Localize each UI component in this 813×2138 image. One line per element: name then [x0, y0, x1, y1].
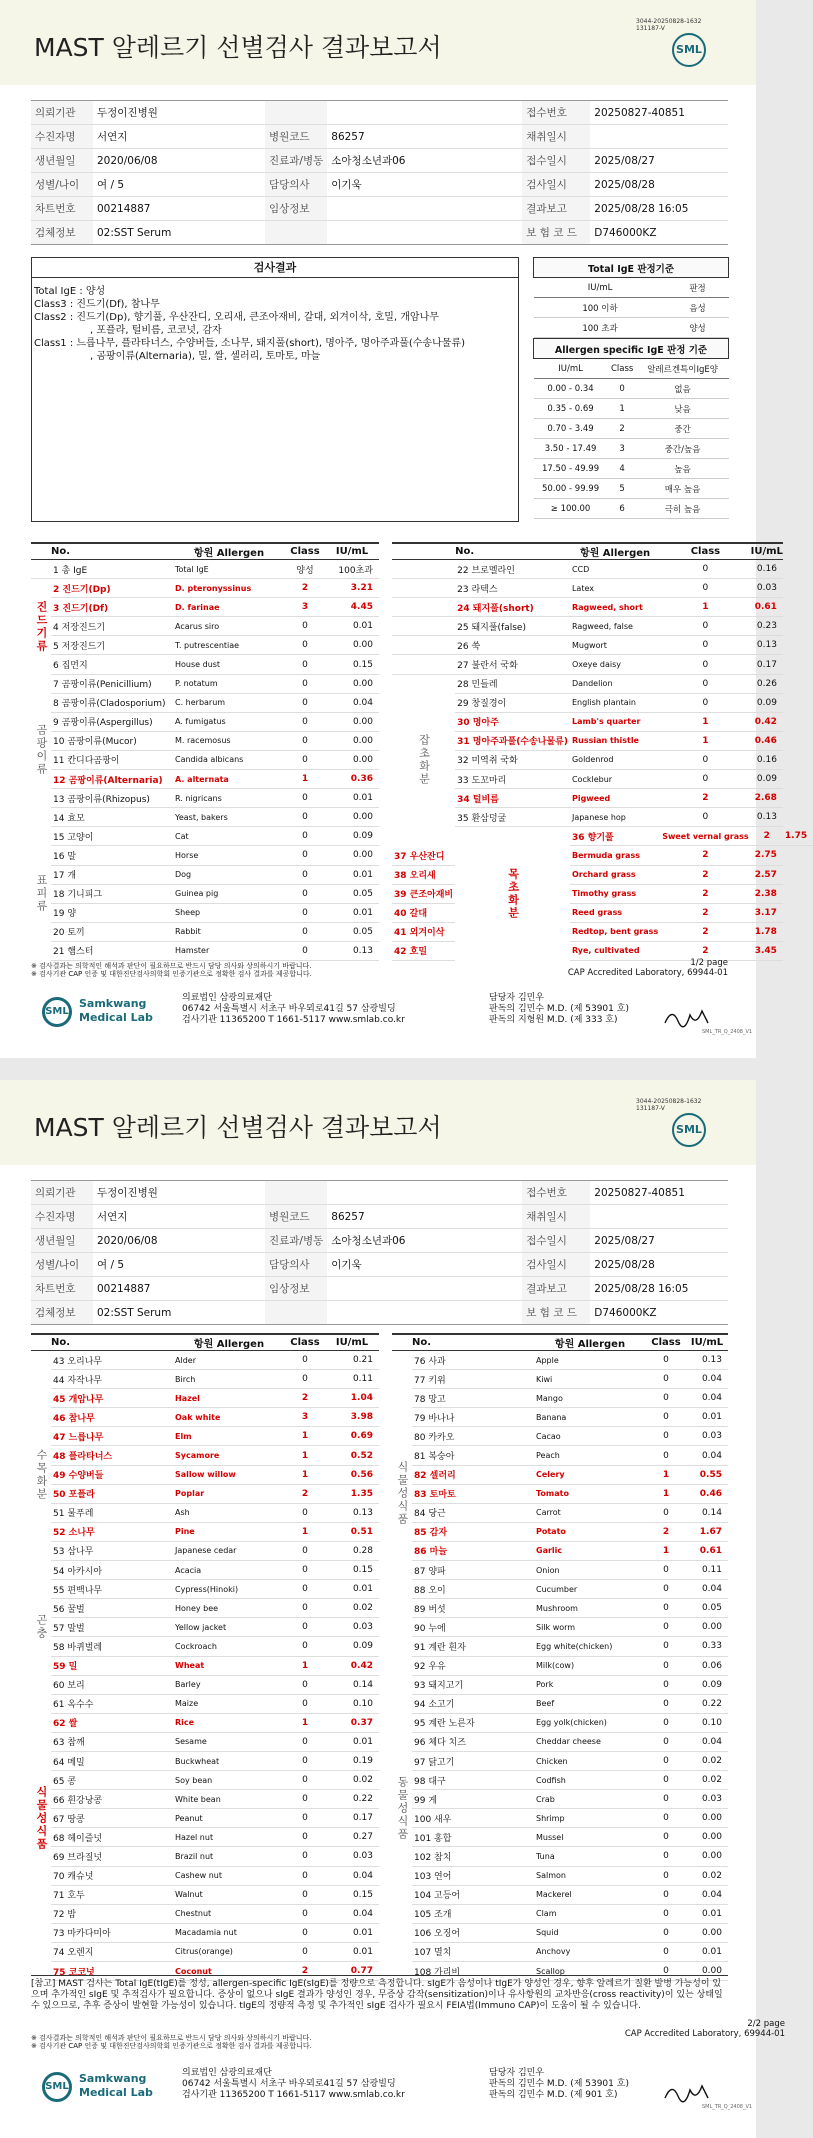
- signature-icon: [662, 2078, 712, 2106]
- footer-notes-2: ※ 검사결과는 의학적인 해석과 판단이 필요하므로 반드시 담당 의사와 상의하시기 바랍니다. ※ 검사기관 CAP 인증 및 대한진단검사의학회 인증기관으로 정확한 검사 결과를 제공합니다.: [31, 2034, 312, 2050]
- allergen-row: 44 자작나무 Birch 0 0.11: [31, 1370, 379, 1389]
- signature-icon: [662, 1003, 712, 1031]
- info-value: 02:SST Serum: [93, 221, 265, 245]
- group-label: 진드기류: [35, 600, 48, 653]
- allergen-row: 27 불란서 국화 Oxeye daisy 0 0.17: [392, 655, 813, 674]
- info-value: 2025/08/28: [590, 173, 728, 197]
- info-value: 20250827-40851: [590, 1181, 728, 1205]
- allergen-row: 42 호밀 Rye, cultivated 2 3.45: [392, 941, 813, 960]
- allergen-row: 진드기류 2 진드기(Dp) D. pteronyssinus 2 3.21: [31, 579, 379, 598]
- report-header-2: MAST 알레르기 선별검사 결과보고서 3044-20250828-1632 131187-V SML: [0, 1080, 756, 1165]
- allergen-row: 곤충 56 꿀벌 Honey bee 0 0.02: [31, 1599, 379, 1618]
- allergen-row: 19 양 Sheep 0 0.01: [31, 903, 379, 922]
- info-value: 서연지: [93, 125, 265, 149]
- allergen-row: 52 소나무 Pine 1 0.51: [31, 1522, 379, 1541]
- info-value: D746000KZ: [590, 1301, 728, 1325]
- allergen-row: 46 참나무 Oak white 3 3.98: [31, 1408, 379, 1427]
- allergen-row: 61 옥수수 Maize 0 0.10: [31, 1694, 379, 1713]
- allergen-row: 37 우산잔디 Bermuda grass 2 2.75: [392, 846, 813, 865]
- allergen-row: 71 호두 Walnut 0 0.15: [31, 1885, 379, 1904]
- allergen-row: 79 바나나 Banana 0 0.01: [392, 1408, 728, 1427]
- allergen-row: 32 미역취 국화 Goldenrod 0 0.16: [392, 750, 813, 769]
- allergen-row: 62 쌀 Rice 1 0.37: [31, 1713, 379, 1732]
- info-value: 2025/08/28: [590, 1253, 728, 1277]
- allergen-row: 33 도꼬마리 Cocklebur 0 0.09: [392, 770, 813, 789]
- allergen-row: 80 카카오 Cacao 0 0.03: [392, 1427, 728, 1446]
- allergen-row: 11 칸디다곰팡이 Candida albicans 0 0.00: [31, 750, 379, 769]
- allergen-row: 101 홍합 Mussel 0 0.00: [392, 1828, 728, 1847]
- allergen-row: 81 복숭아 Peach 0 0.04: [392, 1446, 728, 1465]
- info-label: 수진자명: [31, 125, 93, 149]
- allergen-row: 64 메밀 Buckwheat 0 0.19: [31, 1751, 379, 1770]
- info-label: 보 험 코 드: [522, 1301, 590, 1325]
- result-title: 검사결과: [32, 258, 518, 278]
- info-label: 병원코드: [265, 125, 327, 149]
- info-label: 담당의사: [265, 173, 327, 197]
- allergen-row: 곰팡이류 7 곰팡이류(Penicillium) P. notatum 0 0.00: [31, 674, 379, 693]
- allergen-row: 51 물푸레 Ash 0 0.13: [31, 1503, 379, 1522]
- info-value: 2020/06/08: [93, 1229, 265, 1253]
- allergen-row: 20 토끼 Rabbit 0 0.05: [31, 922, 379, 941]
- criteria-row: 0.70 - 3.49 2 중간: [534, 419, 729, 439]
- info-value: 두정이진병원: [93, 101, 265, 125]
- allergen-row: 5 저장진드기 T. putrescentiae 0 0.00: [31, 636, 379, 655]
- specific-ige-criteria-table: Allergen specific IgE 판정 기준 IU/mL Class 알레르겐특이IgE양 0.00 - 0.34 0 없음 0.35 - 0.69 1 낮음 0.70 - 3.49 2 중간 3.50 - 17.49 3 중간/높음 17.50 - 49.99 4 높음 50.00 - 99.99 5 매우 높음 ≥ 100.00 6 극히 높음: [533, 338, 729, 519]
- allergen-table-right-2: No. 항원 Allergen Class IU/mL 식물성식품 76 사과 Apple 0 0.13 77 키위 Kiwi 0 0.04 78 망고 Mango 0 0.04 79 바나나 Banana 0 0.01 80 카카오 Cacao 0 0.03 81 복숭아 Peach 0 0.04 82 셀러리 Celery 1 0.55 83 토마토 Tomato 1 0.46 84 당근 Carrot 0 0.14 85 감자 Potato 2 1.67 86 마늘 Garlic 1 0.61 87 양파 Onion 0 0.11 88 오이 Cucumber 0 0.04 89 버섯 Mushroom 0 0.05 90 누에 Silk worm 0 0.00 동물성식품 91 계란 흰자 Egg white(chicken) 0 0.33 92 우유 Milk(cow) 0 0.06 93 돼지고기 Pork 0 0.09 94 소고기 Beef 0 0.22 95 계란 노른자 Egg yolk(chicken) 0 0.10 96 체다 치즈 Cheddar cheese 0 0.04 97 닭고기 Chicken 0 0.02 98 대구 Codfish 0 0.02 99 게 Crab 0 0.03 100 새우 Shrimp 0 0.00 101 홍합 Mussel 0 0.00 102 참치 Tuna 0 0.00 103 연어 Salmon 0 0.02 104 고등어 Mackerel 0 0.04 105 조개 Clam 0 0.01 106 오징어 Squid 0 0.00 107 멸치 Anchovy 0 0.01 108 가리비 Scallop 0 0.00: [392, 1333, 728, 1981]
- info-value: 02:SST Serum: [93, 1301, 265, 1325]
- info-value: 00214887: [93, 1277, 265, 1301]
- info-label: 담당의사: [265, 1253, 327, 1277]
- criteria-row: 0.00 - 0.34 0 없음: [534, 379, 729, 399]
- result-line: Class1 : 느릅나무, 플라타너스, 수양버들, 소나무, 돼지풀(short), 명아주, 명아주과풀(수송나물류): [34, 338, 465, 349]
- allergen-row: 55 편백나무 Cypress(Hinoki) 0 0.01: [31, 1580, 379, 1599]
- group-label: 동물성식품: [396, 1776, 409, 1842]
- allergen-row: 89 버섯 Mushroom 0 0.05: [392, 1599, 728, 1618]
- info-label: 생년월일: [31, 1229, 93, 1253]
- info-value: 86257: [327, 1205, 522, 1229]
- allergen-row: 49 수양버들 Sallow willow 1 0.56: [31, 1465, 379, 1484]
- result-line: , 포플라, 털비름, 코코넛, 감자: [90, 325, 222, 336]
- info-label: 결과보고: [522, 1277, 590, 1301]
- info-label: 채취일시: [522, 125, 590, 149]
- info-label: 보 험 코 드: [522, 221, 590, 245]
- allergen-table-left: No. 항원 Allergen Class IU/mL 1 총 IgE Total IgE 양성 100초과 진드기류 2 진드기(Dp) D. pteronyssinus 2 3.21 3 진드기(Df) D. farinae 3 4.45 4 저장진드기 Acarus siro 0 0.01 5 저장진드기 T. putrescentiae 0 0.00 6 집먼지 House dust 0 0.15 곰팡이류 7 곰팡이류(Penicillium) P. notatum 0 0.00 8 곰팡이류(Cladosporium) C. herbarum 0 0.04 9 곰팡이류(Aspergillus) A. fumigatus 0 0.00 10 곰팡이류(Mucor) M. racemosus 0 0.00 11 칸디다곰팡이 Candida albicans 0 0.00 12 곰팡이류(Alternaria) A. alternata 1 0.36 13 곰팡이류(Rhizopus) R. nigricans 0 0.01 14 효모 Yeast, bakers 0 0.00 표피류 15 고양이 Cat 0 0.09 16 말 Horse 0 0.00 17 개 Dog 0 0.01 18 기니피그 Guinea pig 0 0.05 19 양 Sheep 0 0.01 20 토끼 Rabbit 0 0.05 21 햄스터 Hamster 0 0.13: [31, 542, 379, 961]
- page-footer-2: SML Samkwang Medical Lab 의료법인 삼광의료재단 06742 서울특별시 서초구 바우뫼로41길 57 삼광빌딩 검사기관 11365200 T 1661-5117 www.smlab.co.kr 담당자 김민우 판독의 김민수 M.D. (제 53901 호) 판독의 김민수 M.D. (제 901 호) SML_TR_Q_2408_V1: [42, 2068, 722, 2118]
- allergen-row: 16 말 Horse 0 0.00: [31, 846, 379, 865]
- allergen-row: 75 코코넛 Coconut 2 0.77: [31, 1962, 379, 1981]
- info-label: 차트번호: [31, 1277, 93, 1301]
- info-label: 임상정보: [265, 1277, 327, 1301]
- group-label: 목초화분: [506, 867, 520, 920]
- info-label: 접수일시: [522, 149, 590, 173]
- allergen-row: 식물성식품 59 밀 Wheat 1 0.42: [31, 1656, 379, 1675]
- info-value: 소아청소년과06: [327, 1229, 522, 1253]
- allergen-row: 50 포플라 Poplar 2 1.35: [31, 1484, 379, 1503]
- allergen-row: 9 곰팡이류(Aspergillus) A. fumigatus 0 0.00: [31, 712, 379, 731]
- allergen-row: 70 캐슈넛 Cashew nut 0 0.04: [31, 1866, 379, 1885]
- result-line: , 곰팡이류(Alternaria), 밀, 쌀, 셀러리, 토마토, 마늘: [90, 351, 321, 362]
- info-value: 2020/06/08: [93, 149, 265, 173]
- allergen-row: 1 총 IgE Total IgE 양성 100초과: [31, 560, 379, 579]
- allergen-row: 18 기니피그 Guinea pig 0 0.05: [31, 884, 379, 903]
- allergen-row: 38 오리새 Orchard grass 2 2.57: [392, 865, 813, 884]
- allergen-row: 85 감자 Potato 2 1.67: [392, 1522, 728, 1541]
- allergen-row: 40 갈대 Reed grass 2 3.17: [392, 903, 813, 922]
- info-value: 서연지: [93, 1205, 265, 1229]
- info-value: 2025/08/27: [590, 1229, 728, 1253]
- allergen-row: 73 마카다미아 Macadamia nut 0 0.01: [31, 1923, 379, 1942]
- allergen-row: 96 체다 치즈 Cheddar cheese 0 0.04: [392, 1732, 728, 1751]
- page-number-2: 2/2 page CAP Accredited Laboratory, 69944-01: [624, 2019, 785, 2039]
- info-label: 성별/나이: [31, 1253, 93, 1277]
- info-value: [590, 1205, 728, 1229]
- patient-info-table: [31, 100, 728, 245]
- allergen-row: 90 누에 Silk worm 0 0.00: [392, 1618, 728, 1637]
- allergen-row: 65 콩 Soy bean 0 0.02: [31, 1771, 379, 1790]
- allergen-row: 93 돼지고기 Pork 0 0.09: [392, 1675, 728, 1694]
- sml-footer-logo-icon: SML: [42, 2072, 72, 2102]
- allergen-row: 72 밤 Chestnut 0 0.04: [31, 1904, 379, 1923]
- info-value: 20250827-40851: [590, 101, 728, 125]
- info-value: [327, 1277, 522, 1301]
- reference-note: [참고] MAST 검사는 Total IgE(tIgE)를 정성, allergen-specific IgE(sIgE)를 정량으로 측정합니다. sIgE가 음성이나 tIgE가 양성인 경우, 향후 알레르기 질환 발병 가능성이 있으며 추가적인 sIgE 및 추적검사가 필요합니다. 증상이 없으나 sIgE 결과가 양성인 경우, 무증상 감작(sensitization)이나 유사항원의 교차반응(cross reactivity)이 있는 상태일 수 있으므로, 추후 증상이 발현할 가능성이 있습니다. tIgE의 정량적 측정 및 추가적인 sIgE 검사가 필요시 FEIA법(Immuno CAP)이 도움이 될 수 있습니다.: [31, 1975, 728, 2012]
- sml-logo-icon: SML: [672, 1113, 706, 1147]
- allergen-row: 57 말벌 Yellow jacket 0 0.03: [31, 1618, 379, 1637]
- allergen-row: 86 마늘 Garlic 1 0.61: [392, 1541, 728, 1560]
- info-value: 이기욱: [327, 173, 522, 197]
- criteria-row: 3.50 - 17.49 3 중간/높음: [534, 439, 729, 459]
- result-line: Total IgE : 양성: [34, 286, 106, 297]
- allergen-row: 87 양파 Onion 0 0.11: [392, 1561, 728, 1580]
- allergen-row: 97 닭고기 Chicken 0 0.02: [392, 1751, 728, 1770]
- allergen-table-left-2: No. 항원 Allergen Class IU/mL 수목화분 43 오리나무 Alder 0 0.21 44 자작나무 Birch 0 0.11 45 개암나무 Hazel 2 1.04 46 참나무 Oak white 3 3.98 47 느릅나무 Elm 1 0.69 48 플라타너스 Sycamore 1 0.52 49 수양버들 Sallow willow 1 0.56 50 포플라 Poplar 2 1.35 51 물푸레 Ash 0 0.13 52 소나무 Pine 1 0.51 53 삼나무 Japanese cedar 0 0.28 54 아카시아 Acacia 0 0.15 55 편백나무 Cypress(Hinoki) 0 0.01 곤충 56 꿀벌 Honey bee 0 0.02 57 말벌 Yellow jacket 0 0.03 58 바퀴벌레 Cockroach 0 0.09 식물성식품 59 밀 Wheat 1 0.42 60 보리 Barley 0 0.14 61 옥수수 Maize 0 0.10 62 쌀 Rice 1 0.37 63 참깨 Sesame 0 0.01 64 메밀 Buckwheat 0 0.19 65 콩 Soy bean 0 0.02 66 흰강낭콩 White bean 0 0.22 67 땅콩 Peanut 0 0.17 68 헤이즐넛 Hazel nut 0 0.27 69 브라질넛 Brazil nut 0 0.03 70 캐슈넛 Cashew nut 0 0.04 71 호두 Walnut 0 0.15 72 밤 Chestnut 0 0.04 73 마카다미아 Macadamia nut 0 0.01 74 오렌지 Citrus(orange) 0 0.01 75 코코넛 Coconut 2 0.77: [31, 1333, 379, 1981]
- info-label: 진료과/병동: [265, 1229, 327, 1253]
- info-label: 접수번호: [522, 101, 590, 125]
- allergen-row: 63 참깨 Sesame 0 0.01: [31, 1732, 379, 1751]
- info-value: 소아청소년과06: [327, 149, 522, 173]
- info-value: 여 / 5: [93, 1253, 265, 1277]
- allergen-row: 47 느릅나무 Elm 1 0.69: [31, 1427, 379, 1446]
- info-value: 이기욱: [327, 1253, 522, 1277]
- allergen-row: 83 토마토 Tomato 1 0.46: [392, 1484, 728, 1503]
- page-number: 1/2 page CAP Accredited Laboratory, 69944-01: [567, 958, 728, 978]
- info-value: 86257: [327, 125, 522, 149]
- allergen-row: 잡초화분 28 민들레 Dandelion 0 0.26: [392, 674, 813, 693]
- allergen-row: 6 집먼지 House dust 0 0.15: [31, 655, 379, 674]
- allergen-row: 26 쑥 Mugwort 0 0.13: [392, 636, 813, 655]
- allergen-row: 29 창질경이 English plantain 0 0.09: [392, 693, 813, 712]
- info-label: 성별/나이: [31, 173, 93, 197]
- allergen-row: 92 우유 Milk(cow) 0 0.06: [392, 1656, 728, 1675]
- total-ige-criteria-table: Total IgE 판정기준 IU/mL 판정 100 이하 음성 100 초과 양성: [533, 257, 729, 338]
- allergen-row: 12 곰팡이류(Alternaria) A. alternata 1 0.36: [31, 770, 379, 789]
- info-label: 의뢰기관: [31, 101, 93, 125]
- info-value: 여 / 5: [93, 173, 265, 197]
- allergen-row: 88 오이 Cucumber 0 0.04: [392, 1580, 728, 1599]
- allergen-row: 48 플라타너스 Sycamore 1 0.52: [31, 1446, 379, 1465]
- allergen-row: 22 브로멜라인 CCD 0 0.16: [392, 560, 813, 579]
- allergen-row: 94 소고기 Beef 0 0.22: [392, 1694, 728, 1713]
- criteria-row: 0.35 - 0.69 1 낮음: [534, 399, 729, 419]
- info-label: 진료과/병동: [265, 149, 327, 173]
- allergen-row: 84 당근 Carrot 0 0.14: [392, 1503, 728, 1522]
- allergen-row: 66 흰강낭콩 White bean 0 0.22: [31, 1790, 379, 1809]
- info-label: 의뢰기관: [31, 1181, 93, 1205]
- allergen-row: 목초화분 36 향기풀 Sweet vernal grass 2 1.75: [392, 827, 813, 846]
- allergen-row: 74 오렌지 Citrus(orange) 0 0.01: [31, 1942, 379, 1961]
- allergen-row: 68 헤이즐넛 Hazel nut 0 0.27: [31, 1828, 379, 1847]
- info-label: 수진자명: [31, 1205, 93, 1229]
- allergen-row: 106 오징어 Squid 0 0.00: [392, 1923, 728, 1942]
- group-label: 식물성식품: [35, 1785, 48, 1851]
- info-value: [590, 125, 728, 149]
- info-label: 결과보고: [522, 197, 590, 221]
- allergen-row: 108 가리비 Scallop 0 0.00: [392, 1962, 728, 1981]
- allergen-row: 77 키위 Kiwi 0 0.04: [392, 1370, 728, 1389]
- info-value: 2025/08/27: [590, 149, 728, 173]
- allergen-row: 10 곰팡이류(Mucor) M. racemosus 0 0.00: [31, 731, 379, 750]
- page-footer: SML Samkwang Medical Lab 의료법인 삼광의료재단 06742 서울특별시 서초구 바우뫼로41길 57 삼광빌딩 검사기관 11365200 T 1661-5117 www.smlab.co.kr 담당자 김민우 판독의 김민수 M.D. (제 53901 호) 판독의 지형원 M.D. (제 333 호) SML_TR_Q_2408_V1: [42, 993, 722, 1043]
- allergen-row: 67 땅콩 Peanut 0 0.17: [31, 1809, 379, 1828]
- criteria-row: 100 이하 음성: [534, 298, 729, 318]
- allergen-row: 78 망고 Mango 0 0.04: [392, 1389, 728, 1408]
- result-line: Class2 : 진드기(Dp), 향기풀, 우산잔디, 오리새, 큰조아재비, 갈대, 외겨이삭, 호밀, 개암나무: [34, 312, 439, 323]
- sml-footer-logo-icon: SML: [42, 997, 72, 1027]
- allergen-row: 100 새우 Shrimp 0 0.00: [392, 1809, 728, 1828]
- allergen-row: 45 개암나무 Hazel 2 1.04: [31, 1389, 379, 1408]
- info-value: [327, 197, 522, 221]
- allergen-row: 34 털비름 Pigweed 2 2.68: [392, 789, 813, 808]
- allergen-row: 8 곰팡이류(Cladosporium) C. herbarum 0 0.04: [31, 693, 379, 712]
- allergen-row: 102 참치 Tuna 0 0.00: [392, 1847, 728, 1866]
- result-summary-box: [31, 257, 519, 522]
- allergen-row: 14 효모 Yeast, bakers 0 0.00: [31, 808, 379, 827]
- allergen-row: 99 게 Crab 0 0.03: [392, 1790, 728, 1809]
- allergen-row: 54 아카시아 Acacia 0 0.15: [31, 1561, 379, 1580]
- info-label: 검체정보: [31, 1301, 93, 1325]
- info-label: 임상정보: [265, 197, 327, 221]
- info-label: 검체정보: [31, 221, 93, 245]
- allergen-row: 53 삼나무 Japanese cedar 0 0.28: [31, 1541, 379, 1560]
- criteria-row: ≥ 100.00 6 극히 높음: [534, 499, 729, 519]
- allergen-row: 104 고등어 Mackerel 0 0.04: [392, 1885, 728, 1904]
- allergen-row: 13 곰팡이류(Rhizopus) R. nigricans 0 0.01: [31, 789, 379, 808]
- allergen-row: 23 라텍스 Latex 0 0.03: [392, 579, 813, 598]
- allergen-row: 39 큰조아재비 Timothy grass 2 2.38: [392, 884, 813, 903]
- info-value: 2025/08/28 16:05: [590, 197, 728, 221]
- allergen-row: 21 햄스터 Hamster 0 0.13: [31, 941, 379, 960]
- criteria-row: 100 초과 양성: [534, 318, 729, 338]
- info-value: D746000KZ: [590, 221, 728, 245]
- allergen-row: 107 멸치 Anchovy 0 0.01: [392, 1942, 728, 1961]
- allergen-row: 동물성식품 91 계란 흰자 Egg white(chicken) 0 0.33: [392, 1637, 728, 1656]
- info-value: 2025/08/28 16:05: [590, 1277, 728, 1301]
- info-label: 채취일시: [522, 1205, 590, 1229]
- report-code: 3044-20250828-1632 131187-V: [636, 18, 702, 32]
- allergen-row: 98 대구 Codfish 0 0.02: [392, 1771, 728, 1790]
- info-label: 접수일시: [522, 1229, 590, 1253]
- group-label: 표피류: [35, 874, 48, 914]
- allergen-row: 30 명아주 Lamb's quarter 1 0.42: [392, 712, 813, 731]
- allergen-row: 25 돼지풀(false) Ragweed, false 0 0.23: [392, 617, 813, 636]
- group-label: 곰팡이류: [35, 724, 48, 777]
- allergen-row: 103 연어 Salmon 0 0.02: [392, 1866, 728, 1885]
- group-label: 식물성식품: [396, 1461, 409, 1527]
- allergen-row: 60 보리 Barley 0 0.14: [31, 1675, 379, 1694]
- allergen-row: 35 환삼덩굴 Japanese hop 0 0.13: [392, 808, 813, 827]
- allergen-row: 3 진드기(Df) D. farinae 3 4.45: [31, 598, 379, 617]
- info-value: 두정이진병원: [93, 1181, 265, 1205]
- allergen-row: 식물성식품 76 사과 Apple 0 0.13: [392, 1351, 728, 1370]
- report-page-1: [0, 0, 808, 1058]
- allergen-row: 41 외겨이삭 Redtop, bent grass 2 1.78: [392, 922, 813, 941]
- allergen-row: 4 저장진드기 Acarus siro 0 0.01: [31, 617, 379, 636]
- footer-notes: ※ 검사결과는 의학적인 해석과 판단이 필요하므로 반드시 담당 의사와 상의하시기 바랍니다. ※ 검사기관 CAP 인증 및 대한진단검사의학회 인증기관으로 정확한 검사 결과를 제공합니다.: [31, 962, 312, 978]
- allergen-table-right: No. 항원 Allergen Class IU/mL 22 브로멜라인 CCD 0 0.16 23 라텍스 Latex 0 0.03 24 돼지풀(short) Ragweed, short 1 0.61 25 돼지풀(false) Ragweed, false 0 0.23 26 쑥 Mugwort 0 0.13 27 불란서 국화 Oxeye daisy 0 0.17 잡초화분 28 민들레 Dandelion 0 0.26 29 창질경이 English plantain 0 0.09 30 명아주 Lamb's quarter 1 0.42 31 명아주과풀(수송나물류) Russian thistle 1 0.46 32 미역취 국화 Goldenrod 0 0.16 33 도꼬마리 Cocklebur 0 0.09 34 털비름 Pigweed 2 2.68 35 환삼덩굴 Japanese hop 0 0.13 목초화분 36 향기풀 Sweet vernal grass 2 1.75 37 우산잔디 Bermuda grass 2 2.75 38 오리새 Orchard grass 2 2.57 39 큰조아재비 Timothy grass 2 2.38 40 갈대 Reed grass 2 3.17 41 외겨이삭 Redtop, bent grass 2 1.78 42 호밀 Rye, cultivated 2 3.45: [392, 542, 813, 961]
- allergen-row: 24 돼지풀(short) Ragweed, short 1 0.61: [392, 598, 813, 617]
- allergen-row: 82 셀러리 Celery 1 0.55: [392, 1465, 728, 1484]
- patient-info-table-2: [31, 1180, 728, 1325]
- criteria-row: 17.50 - 49.99 4 높음: [534, 459, 729, 479]
- report-header: [0, 0, 756, 85]
- group-label: 곤충: [35, 1614, 48, 1641]
- allergen-row: 95 계란 노른자 Egg yolk(chicken) 0 0.10: [392, 1713, 728, 1732]
- allergen-row: 69 브라질넛 Brazil nut 0 0.03: [31, 1847, 379, 1866]
- result-line: Class3 : 진드기(Df), 참나무: [34, 299, 160, 310]
- criteria-row: 50.00 - 99.99 5 매우 높음: [534, 479, 729, 499]
- info-label: 검사일시: [522, 173, 590, 197]
- allergen-row: 31 명아주과풀(수송나물류) Russian thistle 1 0.46: [392, 731, 813, 750]
- report-title: MAST 알레르기 선별검사 결과보고서: [34, 33, 442, 62]
- info-label: 생년월일: [31, 149, 93, 173]
- group-label: 잡초화분: [417, 734, 431, 787]
- info-label: 검사일시: [522, 1253, 590, 1277]
- allergen-row: 수목화분 43 오리나무 Alder 0 0.21: [31, 1351, 379, 1370]
- allergen-row: 표피류 15 고양이 Cat 0 0.09: [31, 827, 379, 846]
- sml-logo-icon: SML: [672, 33, 706, 67]
- allergen-row: 17 개 Dog 0 0.01: [31, 865, 379, 884]
- info-label: 병원코드: [265, 1205, 327, 1229]
- info-value: 00214887: [93, 197, 265, 221]
- allergen-row: 105 조개 Clam 0 0.01: [392, 1904, 728, 1923]
- info-label: 접수번호: [522, 1181, 590, 1205]
- group-label: 수목화분: [35, 1448, 48, 1501]
- allergen-row: 58 바퀴벌레 Cockroach 0 0.09: [31, 1637, 379, 1656]
- info-label: 차트번호: [31, 197, 93, 221]
